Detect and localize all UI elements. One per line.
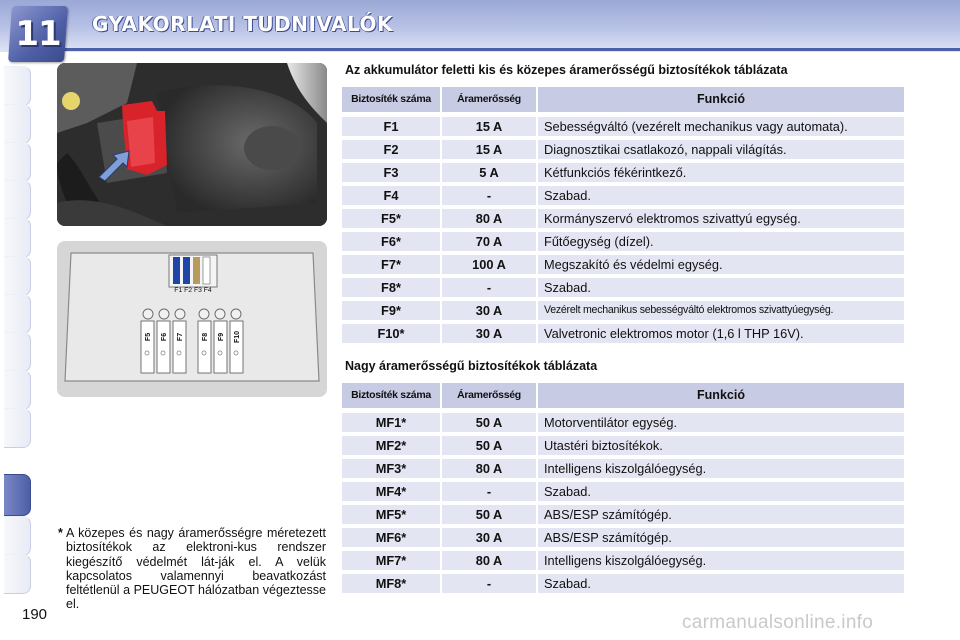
fuse-number: MF3* bbox=[342, 459, 440, 478]
fuse-number: F3 bbox=[342, 163, 440, 182]
fuse-label-f5: F5 bbox=[145, 332, 152, 342]
footnote-text: A közepes és nagy áramerősségre méretezett biztosítékok az elektroni-kus rendszer kiegészítő védelmét lát-ják el. A velük kapcsolatos valamennyi beavatkozást feltétlenül a PEUGEOT hálózatban végeztesse el. bbox=[66, 526, 326, 612]
header-fuse-number: Biztosíték száma bbox=[342, 87, 440, 112]
fuse-f4 bbox=[203, 257, 210, 284]
fuse-number: F6* bbox=[342, 232, 440, 251]
fuse-amperage: - bbox=[442, 482, 536, 501]
fuse-table-high-current bbox=[342, 383, 904, 597]
fuse-f3 bbox=[193, 257, 200, 284]
table-row bbox=[342, 505, 904, 528]
table-row bbox=[342, 140, 904, 163]
table-row bbox=[342, 186, 904, 209]
chapter-tab[interactable] bbox=[4, 104, 31, 144]
fuse-amperage: 100 A bbox=[442, 255, 536, 274]
chapter-tab[interactable] bbox=[4, 256, 31, 296]
fuse-function: Utastéri biztosítékok. bbox=[538, 436, 904, 455]
table-header-row bbox=[342, 87, 904, 117]
header-rule bbox=[40, 48, 960, 51]
chapter-tab[interactable] bbox=[4, 66, 31, 106]
table-row bbox=[342, 163, 904, 186]
chapter-tab[interactable] bbox=[4, 332, 31, 372]
fuse-amperage: 5 A bbox=[442, 163, 536, 182]
chapter-tab[interactable] bbox=[4, 370, 31, 410]
table-row bbox=[342, 574, 904, 597]
fuse-function: Motorventilátor egység. bbox=[538, 413, 904, 432]
table-row bbox=[342, 551, 904, 574]
chapter-tab[interactable] bbox=[4, 408, 31, 448]
table-row bbox=[342, 278, 904, 301]
fuse-amperage: 70 A bbox=[442, 232, 536, 251]
fuse-amperage: 30 A bbox=[442, 324, 536, 343]
fuse-amperage: 50 A bbox=[442, 505, 536, 524]
fuse-number: MF2* bbox=[342, 436, 440, 455]
fuse-number: F7* bbox=[342, 255, 440, 274]
fuse-amperage: 30 A bbox=[442, 528, 536, 547]
page-number: 190 bbox=[22, 606, 48, 623]
fuse-number: F4 bbox=[342, 186, 440, 205]
fuse-amperage: 80 A bbox=[442, 551, 536, 570]
header-fuse-number: Biztosíték száma bbox=[342, 383, 440, 408]
table-row bbox=[342, 324, 904, 347]
fuse-function: Szabad. bbox=[538, 186, 904, 205]
table-row bbox=[342, 482, 904, 505]
fuse-number: F1 bbox=[342, 117, 440, 136]
fuse-amperage: 15 A bbox=[442, 140, 536, 159]
fuse-function: Kétfunkciós fékérintkező. bbox=[538, 163, 904, 182]
chapter-number: 11 bbox=[15, 14, 61, 54]
table-row bbox=[342, 301, 904, 324]
fuse-number: MF8* bbox=[342, 574, 440, 593]
fuse-function: Intelligens kiszolgálóegység. bbox=[538, 551, 904, 570]
chapter-tabs bbox=[0, 66, 36, 586]
fuse-label-f6: F6 bbox=[161, 332, 168, 342]
table1-title: Az akkumulátor feletti kis és közepes áramerősségű biztosítékok táblázata bbox=[345, 63, 788, 77]
fuse-number: MF7* bbox=[342, 551, 440, 570]
fuse-amperage: - bbox=[442, 278, 536, 297]
header-amperage: Áramerősség bbox=[442, 87, 536, 112]
fuse-amperage: 50 A bbox=[442, 436, 536, 455]
fuse-labels-f1-f4: F1 F2 F3 F4 bbox=[174, 287, 212, 294]
fuse-function: Valvetronic elektromos motor (1,6 l THP 16V). bbox=[538, 324, 904, 343]
fuse-amperage: 15 A bbox=[442, 117, 536, 136]
table-row bbox=[342, 117, 904, 140]
engine-bay-illustration bbox=[57, 63, 327, 226]
table-row bbox=[342, 255, 904, 278]
fuse-function: Szabad. bbox=[538, 278, 904, 297]
fuse-function: Intelligens kiszolgálóegység. bbox=[538, 459, 904, 478]
fuse-label-f9: F9 bbox=[218, 332, 225, 342]
fuse-number: F8* bbox=[342, 278, 440, 297]
fuse-box-diagram bbox=[57, 241, 327, 397]
fuse-function: Szabad. bbox=[538, 574, 904, 593]
header-function: Funkció bbox=[538, 87, 904, 112]
fuse-number: MF5* bbox=[342, 505, 440, 524]
table-row bbox=[342, 459, 904, 482]
table-row bbox=[342, 436, 904, 459]
fuse-function: ABS/ESP számítógép. bbox=[538, 505, 904, 524]
table2-title: Nagy áramerősségű biztosítékok táblázata bbox=[345, 359, 598, 373]
fuse-amperage: 80 A bbox=[442, 459, 536, 478]
fuse-number: F2 bbox=[342, 140, 440, 159]
table-row bbox=[342, 413, 904, 436]
fuse-function: Fűtőegység (dízel). bbox=[538, 232, 904, 251]
fuse-f1 bbox=[173, 257, 180, 284]
fuse-function: Szabad. bbox=[538, 482, 904, 501]
fuse-function: Vezérelt mechanikus sebességváltó elektromos szivattyúegység. bbox=[538, 301, 904, 320]
fuse-number: F10* bbox=[342, 324, 440, 343]
engine-bay-photo bbox=[57, 63, 327, 226]
fuse-amperage: - bbox=[442, 186, 536, 205]
header-amperage: Áramerősség bbox=[442, 383, 536, 408]
fuse-function: Megszakító és védelmi egység. bbox=[538, 255, 904, 274]
fuse-label-f10: F10 bbox=[234, 330, 241, 344]
chapter-tab[interactable] bbox=[4, 516, 31, 556]
fuse-label-f7: F7 bbox=[177, 332, 184, 342]
chapter-tab[interactable] bbox=[4, 142, 31, 182]
fuse-function: ABS/ESP számítógép. bbox=[538, 528, 904, 547]
fuse-number: MF6* bbox=[342, 528, 440, 547]
fuse-number: MF1* bbox=[342, 413, 440, 432]
fuse-number: MF4* bbox=[342, 482, 440, 501]
chapter-tab[interactable] bbox=[4, 554, 31, 594]
table-row bbox=[342, 528, 904, 551]
fuse-amperage: 80 A bbox=[442, 209, 536, 228]
table-row bbox=[342, 232, 904, 255]
fuse-table-small-medium bbox=[342, 87, 904, 347]
header-function: Funkció bbox=[538, 383, 904, 408]
fuse-function: Sebességváltó (vezérelt mechanikus vagy automata). bbox=[538, 117, 904, 136]
fuse-amperage: 30 A bbox=[442, 301, 536, 320]
chapter-tab[interactable] bbox=[4, 180, 31, 220]
footnote bbox=[58, 526, 326, 612]
page-title: GYAKORLATI TUDNIVALÓK bbox=[92, 12, 394, 36]
fuse-function: Kormányszervó elektromos szivattyú egység. bbox=[538, 209, 904, 228]
fuse-box-drawing bbox=[57, 241, 327, 397]
watermark: carmanualsonline.info bbox=[682, 612, 874, 633]
fuse-amperage: - bbox=[442, 574, 536, 593]
table-row bbox=[342, 209, 904, 232]
fuse-function: Diagnosztikai csatlakozó, nappali világítás. bbox=[538, 140, 904, 159]
fuse-number: F9* bbox=[342, 301, 440, 320]
table-header-row bbox=[342, 383, 904, 413]
fuse-amperage: 50 A bbox=[442, 413, 536, 432]
fuse-number: F5* bbox=[342, 209, 440, 228]
fuse-label-f8: F8 bbox=[202, 332, 209, 342]
chapter-tab-active[interactable] bbox=[4, 474, 31, 516]
chapter-tab[interactable] bbox=[4, 218, 31, 258]
footnote-asterisk: * bbox=[58, 526, 63, 540]
fuse-f2 bbox=[183, 257, 190, 284]
chapter-tab[interactable] bbox=[4, 294, 31, 334]
